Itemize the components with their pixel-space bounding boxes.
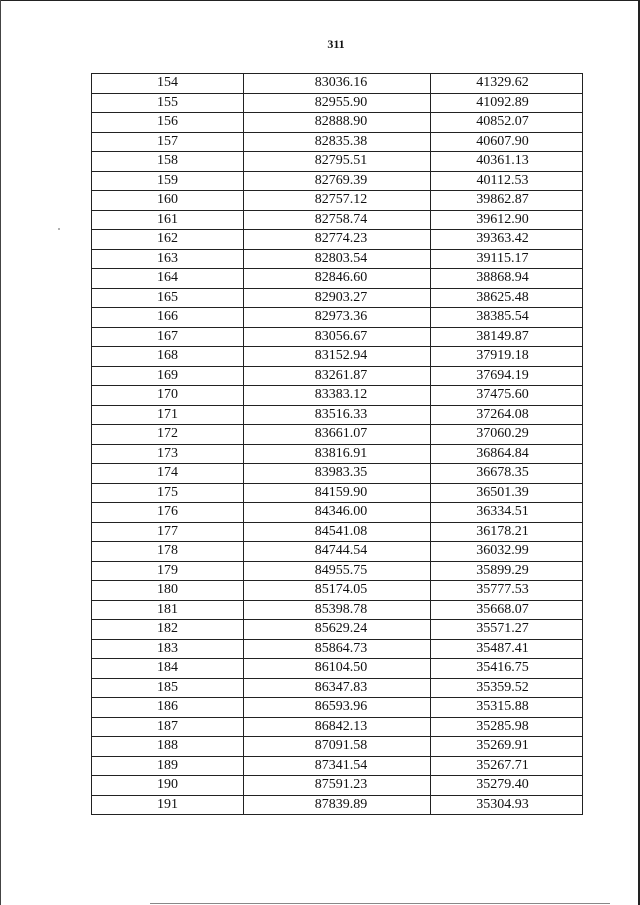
y-coordinate-cell: 40607.90: [431, 132, 583, 152]
x-coordinate-cell: 85864.73: [244, 639, 431, 659]
point-number-cell: 182: [92, 620, 244, 640]
x-coordinate-cell: 82803.54: [244, 249, 431, 269]
table-row: [92, 269, 583, 289]
point-number-cell: 171: [92, 405, 244, 425]
table-row: [92, 522, 583, 542]
point-number-cell: 183: [92, 639, 244, 659]
point-number-cell: 167: [92, 327, 244, 347]
x-coordinate-cell: 83816.91: [244, 444, 431, 464]
table-row: [92, 600, 583, 620]
y-coordinate-cell: 38149.87: [431, 327, 583, 347]
y-coordinate-cell: 35668.07: [431, 600, 583, 620]
table-row: [92, 210, 583, 230]
table-row: [92, 152, 583, 172]
x-coordinate-cell: 83036.16: [244, 74, 431, 94]
y-coordinate-cell: 38385.54: [431, 308, 583, 328]
point-number-cell: 162: [92, 230, 244, 250]
y-coordinate-cell: 39612.90: [431, 210, 583, 230]
y-coordinate-cell: 38625.48: [431, 288, 583, 308]
y-coordinate-cell: 37060.29: [431, 425, 583, 445]
x-coordinate-cell: 82903.27: [244, 288, 431, 308]
x-coordinate-cell: 85629.24: [244, 620, 431, 640]
x-coordinate-cell: 84159.90: [244, 483, 431, 503]
y-coordinate-cell: 35416.75: [431, 659, 583, 679]
x-coordinate-cell: 82769.39: [244, 171, 431, 191]
x-coordinate-cell: 85398.78: [244, 600, 431, 620]
y-coordinate-cell: 35359.52: [431, 678, 583, 698]
point-number-cell: 186: [92, 698, 244, 718]
table-row: [92, 620, 583, 640]
point-number-cell: 157: [92, 132, 244, 152]
y-coordinate-cell: 37475.60: [431, 386, 583, 406]
x-coordinate-cell: 83983.35: [244, 464, 431, 484]
table-row: [92, 678, 583, 698]
x-coordinate-cell: 82757.12: [244, 191, 431, 211]
x-coordinate-cell: 83261.87: [244, 366, 431, 386]
y-coordinate-cell: 35279.40: [431, 776, 583, 796]
table-row: [92, 444, 583, 464]
table-row: [92, 74, 583, 94]
y-coordinate-cell: 35315.88: [431, 698, 583, 718]
table-row: [92, 717, 583, 737]
x-coordinate-cell: 82846.60: [244, 269, 431, 289]
table-row: [92, 171, 583, 191]
point-number-cell: 166: [92, 308, 244, 328]
y-coordinate-cell: 36501.39: [431, 483, 583, 503]
x-coordinate-cell: 83661.07: [244, 425, 431, 445]
point-number-cell: 174: [92, 464, 244, 484]
point-number-cell: 159: [92, 171, 244, 191]
x-coordinate-cell: 83152.94: [244, 347, 431, 367]
y-coordinate-cell: 41329.62: [431, 74, 583, 94]
point-number-cell: 168: [92, 347, 244, 367]
point-number-cell: 178: [92, 542, 244, 562]
table-row: [92, 581, 583, 601]
x-coordinate-cell: 87341.54: [244, 756, 431, 776]
y-coordinate-cell: 37694.19: [431, 366, 583, 386]
x-coordinate-cell: 82758.74: [244, 210, 431, 230]
point-number-cell: 175: [92, 483, 244, 503]
point-number-cell: 177: [92, 522, 244, 542]
x-coordinate-cell: 83383.12: [244, 386, 431, 406]
table-row: [92, 464, 583, 484]
table-row: [92, 698, 583, 718]
point-number-cell: 173: [92, 444, 244, 464]
x-coordinate-cell: 84744.54: [244, 542, 431, 562]
point-number-cell: 191: [92, 795, 244, 815]
point-number-cell: 189: [92, 756, 244, 776]
table-row: [92, 483, 583, 503]
table-row: [92, 132, 583, 152]
table-row: [92, 756, 583, 776]
y-coordinate-cell: 39862.87: [431, 191, 583, 211]
page-number: 311: [327, 37, 345, 51]
y-coordinate-cell: 37264.08: [431, 405, 583, 425]
scan-speck: [58, 228, 60, 230]
page-border-bottom: [150, 903, 610, 904]
page-border-left: [0, 0, 1, 905]
table-row: [92, 386, 583, 406]
x-coordinate-cell: 86593.96: [244, 698, 431, 718]
point-number-cell: 180: [92, 581, 244, 601]
x-coordinate-cell: 82795.51: [244, 152, 431, 172]
table-row: [92, 230, 583, 250]
table-row: [92, 249, 583, 269]
table-row: [92, 288, 583, 308]
x-coordinate-cell: 82973.36: [244, 308, 431, 328]
point-number-cell: 181: [92, 600, 244, 620]
x-coordinate-cell: 82835.38: [244, 132, 431, 152]
page-border-top: [0, 0, 640, 1]
table-row: [92, 327, 583, 347]
x-coordinate-cell: 86842.13: [244, 717, 431, 737]
table-row: [92, 542, 583, 562]
x-coordinate-cell: 83516.33: [244, 405, 431, 425]
x-coordinate-cell: 82774.23: [244, 230, 431, 250]
y-coordinate-cell: 36178.21: [431, 522, 583, 542]
point-number-cell: 164: [92, 269, 244, 289]
x-coordinate-cell: 82888.90: [244, 113, 431, 133]
y-coordinate-cell: 35899.29: [431, 561, 583, 581]
table-row: [92, 405, 583, 425]
y-coordinate-cell: 40112.53: [431, 171, 583, 191]
table-row: [92, 561, 583, 581]
y-coordinate-cell: 35777.53: [431, 581, 583, 601]
coordinate-table: [91, 73, 583, 815]
table-row: [92, 366, 583, 386]
table-row: [92, 639, 583, 659]
x-coordinate-cell: 85174.05: [244, 581, 431, 601]
table-row: [92, 113, 583, 133]
table-row: [92, 659, 583, 679]
y-coordinate-cell: 35571.27: [431, 620, 583, 640]
y-coordinate-cell: 40361.13: [431, 152, 583, 172]
point-number-cell: 156: [92, 113, 244, 133]
y-coordinate-cell: 38868.94: [431, 269, 583, 289]
y-coordinate-cell: 39115.17: [431, 249, 583, 269]
table-row: [92, 425, 583, 445]
x-coordinate-cell: 84955.75: [244, 561, 431, 581]
x-coordinate-cell: 83056.67: [244, 327, 431, 347]
table-row: [92, 191, 583, 211]
table-row: [92, 795, 583, 815]
point-number-cell: 170: [92, 386, 244, 406]
y-coordinate-cell: 36678.35: [431, 464, 583, 484]
table-row: [92, 93, 583, 113]
y-coordinate-cell: 35285.98: [431, 717, 583, 737]
x-coordinate-cell: 86347.83: [244, 678, 431, 698]
y-coordinate-cell: 40852.07: [431, 113, 583, 133]
point-number-cell: 179: [92, 561, 244, 581]
x-coordinate-cell: 86104.50: [244, 659, 431, 679]
point-number-cell: 160: [92, 191, 244, 211]
point-number-cell: 190: [92, 776, 244, 796]
point-number-cell: 176: [92, 503, 244, 523]
point-number-cell: 154: [92, 74, 244, 94]
point-number-cell: 172: [92, 425, 244, 445]
x-coordinate-cell: 84541.08: [244, 522, 431, 542]
point-number-cell: 169: [92, 366, 244, 386]
y-coordinate-cell: 36032.99: [431, 542, 583, 562]
point-number-cell: 184: [92, 659, 244, 679]
table-row: [92, 737, 583, 757]
y-coordinate-cell: 36864.84: [431, 444, 583, 464]
y-coordinate-cell: 37919.18: [431, 347, 583, 367]
point-number-cell: 158: [92, 152, 244, 172]
x-coordinate-cell: 87591.23: [244, 776, 431, 796]
x-coordinate-cell: 82955.90: [244, 93, 431, 113]
y-coordinate-cell: 36334.51: [431, 503, 583, 523]
x-coordinate-cell: 87091.58: [244, 737, 431, 757]
table-row: [92, 347, 583, 367]
point-number-cell: 161: [92, 210, 244, 230]
x-coordinate-cell: 84346.00: [244, 503, 431, 523]
table-row: [92, 776, 583, 796]
y-coordinate-cell: 39363.42: [431, 230, 583, 250]
point-number-cell: 155: [92, 93, 244, 113]
y-coordinate-cell: 41092.89: [431, 93, 583, 113]
table-row: [92, 503, 583, 523]
y-coordinate-cell: 35269.91: [431, 737, 583, 757]
point-number-cell: 165: [92, 288, 244, 308]
point-number-cell: 187: [92, 717, 244, 737]
y-coordinate-cell: 35267.71: [431, 756, 583, 776]
table-row: [92, 308, 583, 328]
x-coordinate-cell: 87839.89: [244, 795, 431, 815]
point-number-cell: 185: [92, 678, 244, 698]
point-number-cell: 163: [92, 249, 244, 269]
point-number-cell: 188: [92, 737, 244, 757]
y-coordinate-cell: 35304.93: [431, 795, 583, 815]
table-body: [92, 74, 583, 815]
y-coordinate-cell: 35487.41: [431, 639, 583, 659]
